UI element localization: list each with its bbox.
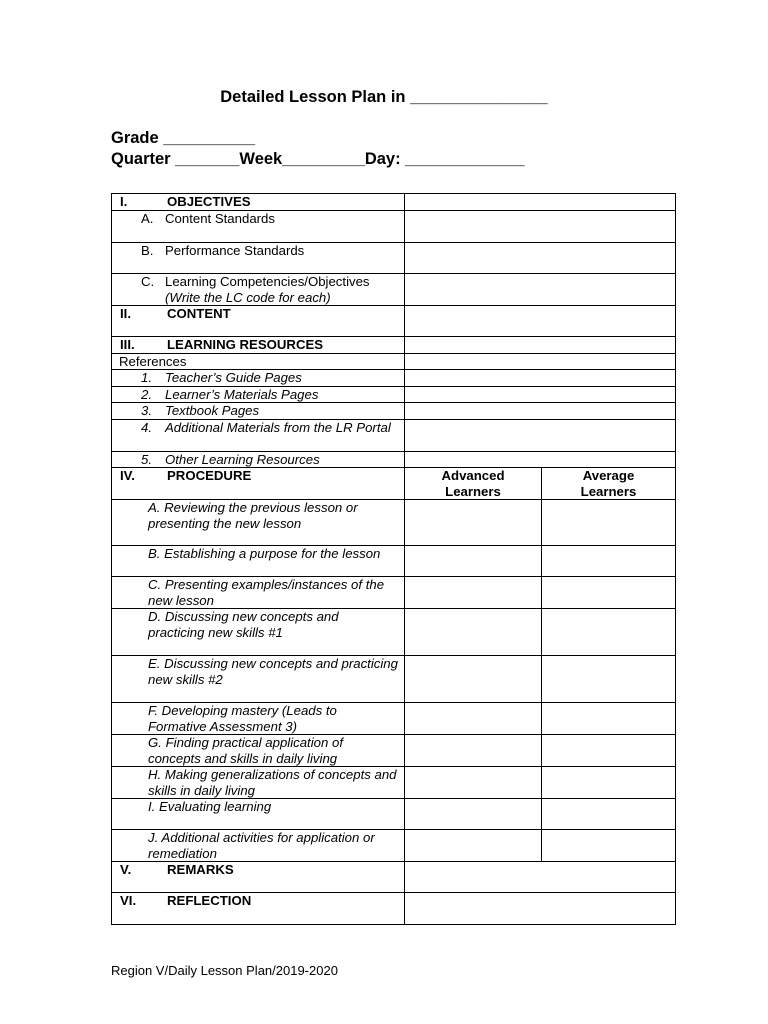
item-letter: C. [141, 274, 155, 289]
teachers-guide-cell[interactable] [405, 370, 676, 387]
references-text: References [119, 353, 187, 369]
procedure-step-label [112, 830, 405, 862]
table-row [112, 577, 676, 609]
content-cell[interactable] [405, 306, 676, 337]
remarks-heading [112, 862, 405, 893]
table-row [112, 243, 676, 274]
grade-line: Grade __________ [111, 129, 256, 147]
advanced-learners-header: Advanced Learners [405, 468, 542, 500]
table-row [112, 546, 676, 577]
section-label: OBJECTIVES [167, 194, 251, 209]
reference-item [112, 419, 405, 451]
advanced-learners-cell[interactable] [405, 500, 542, 546]
step-text: C. Presenting examples/instances of the new lesson [148, 577, 385, 608]
table-row [112, 211, 676, 243]
advanced-learners-cell[interactable] [405, 767, 542, 799]
learners-materials-cell[interactable] [405, 386, 676, 403]
average-learners-cell[interactable] [542, 500, 676, 546]
table-row [112, 403, 676, 420]
average-learners-cell[interactable] [542, 735, 676, 767]
item-number: 3. [141, 403, 152, 418]
item-label: Learning Competencies/Objectives [165, 274, 370, 289]
table-row [112, 419, 676, 451]
average-learners-cell[interactable] [542, 546, 676, 577]
item-label: Additional Materials from the LR Portal [165, 419, 391, 435]
average-learners-cell[interactable] [542, 767, 676, 799]
advanced-learners-cell[interactable] [405, 830, 542, 862]
procedure-heading [112, 468, 405, 500]
item-number: 4. [141, 419, 152, 435]
section-label: REFLECTION [167, 893, 252, 908]
procedure-step-label [112, 500, 405, 546]
reference-item [112, 403, 405, 420]
quarter-line: Quarter _______Week_________Day: _____________ [111, 150, 525, 168]
objectives-cell[interactable] [405, 194, 676, 211]
section-number: III. [120, 337, 135, 352]
item-number: 5. [141, 451, 152, 467]
section-label: LEARNING RESOURCES [167, 337, 324, 352]
advanced-learners-cell[interactable] [405, 577, 542, 609]
table-row [112, 893, 676, 925]
procedure-step-label [112, 546, 405, 577]
section-label: PROCEDURE [167, 468, 252, 483]
item-number: 1. [141, 370, 152, 385]
objectives-heading [112, 194, 405, 211]
content-standards-label [112, 211, 405, 243]
step-text: G. Finding practical application of concepts and skills in daily living [148, 735, 343, 766]
average-learners-cell[interactable] [542, 799, 676, 830]
table-row [112, 703, 676, 735]
table-row [112, 500, 676, 546]
section-number: IV. [120, 468, 135, 483]
step-text: D. Discussing new concepts and practicing new skills #1 [148, 609, 339, 640]
learning-resources-cell[interactable] [405, 337, 676, 354]
learning-competencies-cell[interactable] [405, 274, 676, 306]
average-learners-cell[interactable] [542, 656, 676, 703]
table-row [112, 830, 676, 862]
other-resources-cell[interactable] [405, 451, 676, 468]
item-label: Other Learning Resources [165, 451, 320, 467]
advanced-learners-cell[interactable] [405, 546, 542, 577]
remarks-cell[interactable] [405, 862, 676, 893]
step-text: H. Making generalizations of concepts and skills in daily living [148, 767, 397, 798]
performance-standards-label [112, 243, 405, 274]
advanced-learners-cell[interactable] [405, 735, 542, 767]
reference-item [112, 386, 405, 403]
average-learners-cell[interactable] [542, 703, 676, 735]
table-row [112, 735, 676, 767]
document-title: Detailed Lesson Plan in _______________ [220, 88, 548, 106]
learning-competencies-label [112, 274, 405, 306]
reference-item [112, 451, 405, 468]
reference-item [112, 370, 405, 387]
item-label: Learner’s Materials Pages [165, 386, 319, 402]
step-text: J. Additional activities for application or remediation [148, 830, 375, 861]
advanced-learners-cell[interactable] [405, 609, 542, 656]
average-learners-cell[interactable] [542, 830, 676, 862]
advanced-learners-cell[interactable] [405, 656, 542, 703]
item-label: Performance Standards [165, 243, 305, 258]
item-letter: B. [141, 243, 154, 258]
procedure-step-label [112, 656, 405, 703]
item-label: Content Standards [165, 211, 275, 226]
section-number: II. [120, 306, 131, 321]
content-standards-cell[interactable] [405, 211, 676, 243]
reflection-heading [112, 893, 405, 925]
page-footer: Region V/Daily Lesson Plan/2019-2020 [111, 963, 338, 978]
item-label: Teacher’s Guide Pages [165, 370, 302, 385]
procedure-step-label [112, 799, 405, 830]
learning-resources-heading [112, 337, 405, 354]
item-note: (Write the LC code for each) [165, 289, 331, 305]
section-number: V. [120, 862, 132, 877]
step-text: B. Establishing a purpose for the lesson [148, 546, 381, 561]
advanced-learners-cell[interactable] [405, 703, 542, 735]
item-letter: A. [141, 211, 154, 226]
section-number: I. [120, 194, 128, 209]
item-label: Textbook Pages [165, 403, 260, 418]
procedure-step-label [112, 609, 405, 656]
table-row [112, 767, 676, 799]
step-text: F. Developing mastery (Leads to Formative Assessment 3) [148, 703, 337, 734]
section-label: CONTENT [167, 306, 231, 321]
advanced-learners-cell[interactable] [405, 799, 542, 830]
section-label: REMARKS [167, 862, 234, 877]
table-row [112, 337, 676, 354]
procedure-step-label [112, 703, 405, 735]
table-row [112, 386, 676, 403]
section-number: VI. [120, 893, 137, 908]
average-learners-cell[interactable] [542, 577, 676, 609]
table-row [112, 274, 676, 306]
reflection-cell[interactable] [405, 893, 676, 925]
table-row [112, 609, 676, 656]
textbook-pages-cell[interactable] [405, 403, 676, 420]
additional-materials-cell[interactable] [405, 419, 676, 451]
procedure-step-label [112, 577, 405, 609]
table-row [112, 451, 676, 468]
procedure-step-label [112, 767, 405, 799]
lesson-plan-table [111, 193, 676, 925]
average-learners-header: Average Learners [542, 468, 676, 500]
item-number: 2. [141, 386, 152, 402]
references-cell[interactable] [405, 353, 676, 370]
table-row [112, 468, 676, 500]
table-row [112, 194, 676, 211]
step-text: A. Reviewing the previous lesson or presenting the new lesson [148, 500, 358, 531]
table-row [112, 862, 676, 893]
step-text: E. Discussing new concepts and practicing new skills #2 [148, 656, 398, 687]
step-text: I. Evaluating learning [148, 799, 272, 814]
procedure-step-label [112, 735, 405, 767]
references-label [112, 353, 405, 370]
table-row [112, 799, 676, 830]
table-row [112, 353, 676, 370]
table-row [112, 370, 676, 387]
performance-standards-cell[interactable] [405, 243, 676, 274]
table-row [112, 656, 676, 703]
average-learners-cell[interactable] [542, 609, 676, 656]
table-row [112, 306, 676, 337]
content-heading [112, 306, 405, 337]
